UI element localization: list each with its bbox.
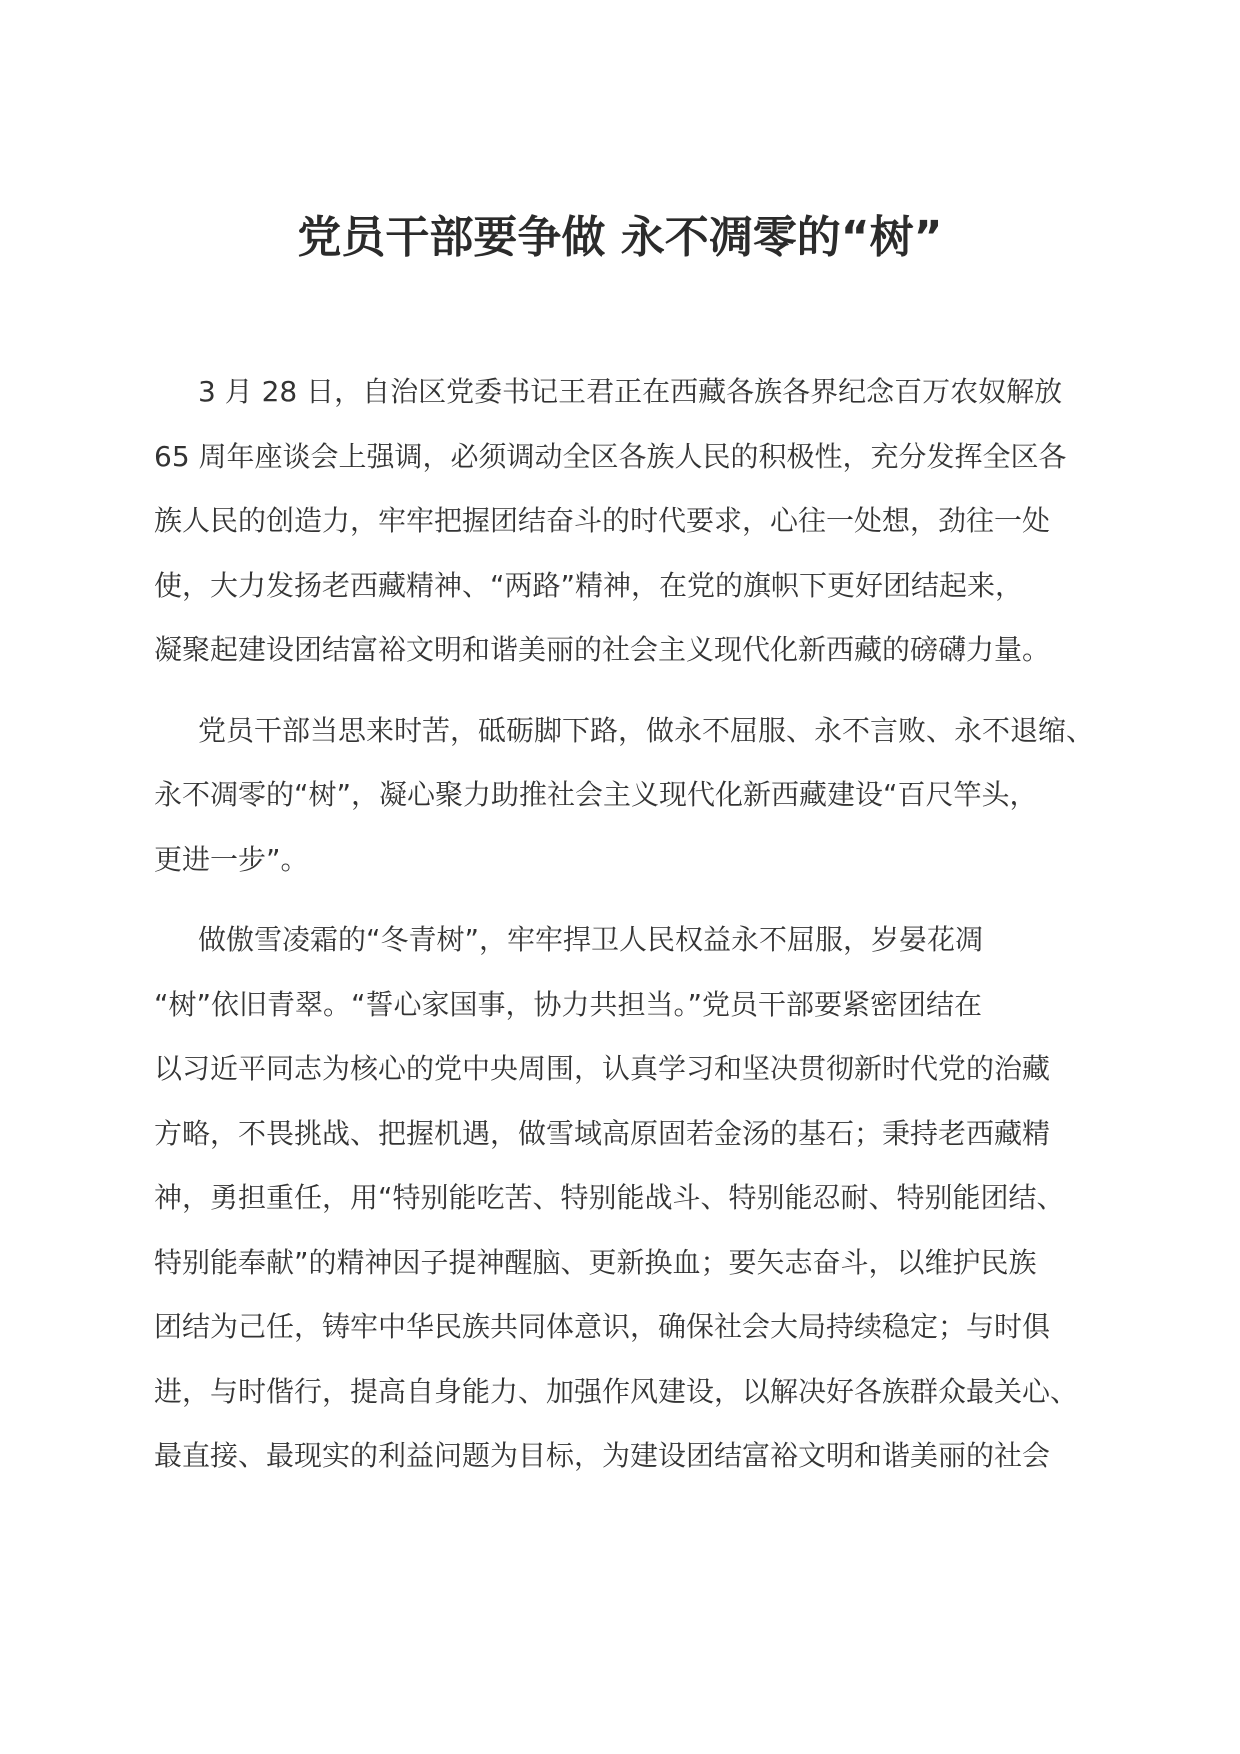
text-line: 党员干部当思来时苦，砥砺脚下路，做永不屈服、永不言败、永不退缩、 <box>198 713 1095 747</box>
text-line: 最直接、最现实的利益问题为目标，为建设团结富裕文明和谐美丽的社会 <box>154 1439 1051 1472</box>
paragraph <box>154 699 1099 893</box>
text-line: 方略，不畏挑战、把握机遇，做雪域高原固若金汤的基石；秉持老西藏精 <box>154 1116 1051 1150</box>
text-line: 做傲雪凌霜的“冬青树”，牢牢捍卫人民权益永不屈服，岁晏花凋 <box>198 923 984 956</box>
text-line: 永不凋零的“树”，凝心聚力助推社会主义现代化新西藏建设“百尺竿头， <box>154 778 1038 811</box>
text-line: 进，与时偕行，提高自身能力、加强作风建设，以解决好各族群众最关心、 <box>154 1374 1079 1408</box>
text-line: 特别能奉献”的精神因子提神醒脑、更新换血；要矢志奋斗，以维护民族 <box>154 1245 1037 1279</box>
paragraph <box>154 908 1099 1489</box>
document-title: 党员干部要争做 永不凋零的“树” <box>297 212 943 263</box>
text-line: “树”依旧青翠。“誓心家国事，协力共担当。”党员干部要紧密团结在 <box>154 987 983 1021</box>
text-line: 以习近平同志为核心的党中央周围，认真学习和坚决贯彻新时代党的治藏 <box>154 1052 1051 1085</box>
text-line: 族人民的创造力，牢牢把握团结奋斗的时代要求，心往一处想，劲往一处 <box>154 504 1051 537</box>
text-line: 使，大力发扬老西藏精神、“两路”精神，在党的旗帜下更好团结起来， <box>154 568 1024 602</box>
document-body <box>154 360 1099 1505</box>
text-line: 凝聚起建设团结富裕文明和谐美丽的社会主义现代化新西藏的磅礴力量。 <box>154 633 1051 666</box>
text-line: 团结为己任，铸牢中华民族共同体意识，确保社会大局持续稳定；与时俱 <box>154 1310 1051 1343</box>
paragraph <box>154 360 1099 683</box>
text-line: 神，勇担重任，用“特别能吃苦、特别能战斗、特别能忍耐、特别能团结、 <box>154 1181 1065 1214</box>
text-line: 65 周年座谈会上强调，必须调动全区各族人民的积极性，充分发挥全区各 <box>154 439 1067 473</box>
text-line: 3 月 28 日，自治区党委书记王君正在西藏各族各界纪念百万农奴解放 <box>198 375 1063 408</box>
text-line: 更进一步”。 <box>154 842 309 876</box>
